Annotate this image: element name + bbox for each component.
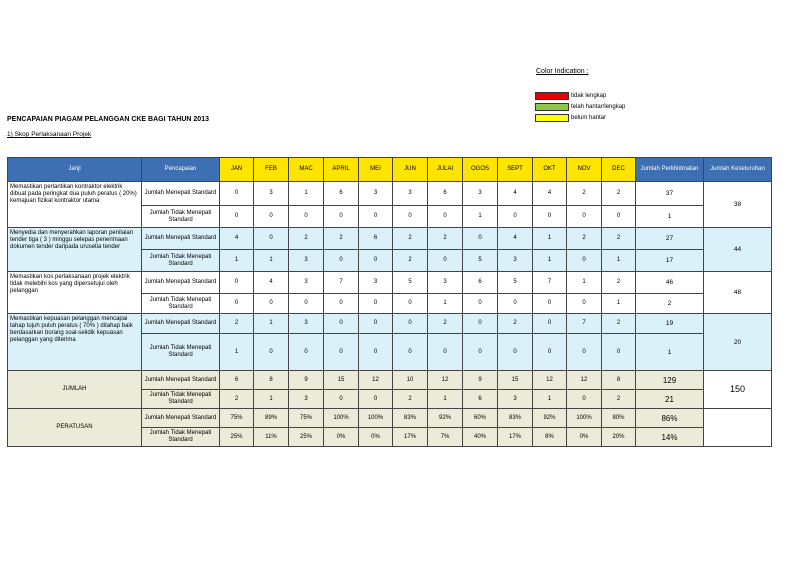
month-value: 2 — [393, 228, 428, 250]
month-value: 15 — [324, 371, 359, 390]
month-value: 5 — [463, 250, 498, 272]
month-value: 0 — [289, 206, 324, 228]
month-value: 1 — [254, 314, 289, 334]
month-value: 2 — [428, 228, 463, 250]
month-value: 0 — [393, 314, 428, 334]
month-value: 6 — [428, 182, 463, 206]
page-title: PENCAPAIAN PIAGAM PELANGGAN CKE BAGI TAHUN 2013 — [7, 116, 209, 123]
header-jumlah-perkhidmatan: Jumlah Perkhidmatan — [636, 158, 704, 182]
month-value: 3 — [498, 390, 533, 409]
month-value: 0 — [324, 314, 359, 334]
month-value: 12 — [533, 371, 567, 390]
header-month: SEPT — [498, 158, 533, 182]
month-value: 25% — [289, 428, 324, 447]
month-value: 0 — [289, 334, 324, 371]
month-value: 2 — [289, 228, 324, 250]
month-value: 100% — [567, 409, 602, 428]
month-value: 60% — [463, 409, 498, 428]
month-value: 0% — [359, 428, 393, 447]
month-value: 1 — [567, 272, 602, 294]
month-value: 75% — [289, 409, 324, 428]
month-value: 9 — [463, 371, 498, 390]
month-value: 100% — [324, 409, 359, 428]
month-value: 2 — [498, 314, 533, 334]
jumlah-keseluruhan-value: 48 — [704, 272, 772, 314]
header-month: JULAI — [428, 158, 463, 182]
header-row — [8, 158, 772, 182]
pencapaian-label: Jumlah Tidak Menepati Standard — [142, 250, 220, 272]
jumlah-keseluruhan-empty — [704, 409, 772, 447]
jumlah-perkhidmatan-value: 37 — [636, 182, 704, 206]
month-value: 0 — [498, 294, 533, 314]
month-value: 0 — [393, 206, 428, 228]
month-value: 0 — [324, 250, 359, 272]
month-value: 2 — [602, 314, 636, 334]
jumlah-perkhidmatan-value: 19 — [636, 314, 704, 334]
header-month: NOV — [567, 158, 602, 182]
month-value: 0 — [428, 206, 463, 228]
month-value: 1 — [533, 228, 567, 250]
month-value: 0 — [359, 390, 393, 409]
month-value: 4 — [498, 228, 533, 250]
month-value: 2 — [324, 228, 359, 250]
month-value: 0 — [254, 294, 289, 314]
month-value: 2 — [602, 182, 636, 206]
month-value: 6 — [324, 182, 359, 206]
table-row — [8, 182, 772, 206]
month-value: 0 — [533, 314, 567, 334]
jumlah-perkhidmatan-value: 17 — [636, 250, 704, 272]
month-value: 10 — [393, 371, 428, 390]
month-value: 8% — [533, 428, 567, 447]
month-value: 2 — [602, 228, 636, 250]
jumlah-keseluruhan-value: 44 — [704, 228, 772, 272]
month-value: 4 — [498, 182, 533, 206]
legend-item-tidak-lengkap — [535, 91, 606, 100]
month-value: 0 — [393, 294, 428, 314]
month-value: 15 — [498, 371, 533, 390]
month-value: 4 — [533, 182, 567, 206]
legend-swatch — [535, 92, 569, 100]
legend-title: Color Indication : — [536, 68, 589, 75]
month-value: 3 — [498, 250, 533, 272]
month-value: 3 — [359, 182, 393, 206]
jumlah-keseluruhan-value: 38 — [704, 182, 772, 228]
month-value: 12 — [428, 371, 463, 390]
month-value: 3 — [359, 272, 393, 294]
legend-label: telah hantar/lengkap — [571, 103, 626, 110]
month-value: 75% — [220, 409, 254, 428]
table-row — [8, 314, 772, 334]
month-value: 0 — [428, 250, 463, 272]
month-value: 25% — [220, 428, 254, 447]
month-value: 0 — [324, 206, 359, 228]
pencapaian-label: Jumlah Menepati Standard — [142, 409, 220, 428]
month-value: 0 — [602, 334, 636, 371]
month-value: 1 — [254, 250, 289, 272]
janji-cell: Menyedia dan menyerahkan laporan penilaian tender tiga ( 3 ) minggu selepas penerimaan dokumen tender daripada urusetia tender — [8, 228, 142, 272]
pencapaian-label: Jumlah Tidak Menepati Standard — [142, 390, 220, 409]
jumlah-perkhidmatan-value: 27 — [636, 228, 704, 250]
jumlah-perkhidmatan-value: 1 — [636, 206, 704, 228]
header-pencapaian: Pencapaian — [142, 158, 220, 182]
achievement-table — [7, 157, 772, 447]
month-value: 89% — [254, 409, 289, 428]
month-value: 0 — [533, 294, 567, 314]
month-value: 0 — [463, 314, 498, 334]
header-month: JAN — [220, 158, 254, 182]
month-value: 0 — [428, 334, 463, 371]
month-value: 1 — [533, 250, 567, 272]
header-month: OGOS — [463, 158, 498, 182]
pencapaian-label: Jumlah Menepati Standard — [142, 314, 220, 334]
month-value: 0 — [289, 294, 324, 314]
month-value: 3 — [289, 390, 324, 409]
month-value: 12 — [359, 371, 393, 390]
jumlah-perkhidmatan-value: 46 — [636, 272, 704, 294]
peratusan-row — [8, 409, 772, 428]
month-value: 7 — [567, 314, 602, 334]
month-value: 5 — [498, 272, 533, 294]
month-value: 80% — [602, 409, 636, 428]
month-value: 0 — [359, 294, 393, 314]
month-value: 6 — [359, 228, 393, 250]
jumlah-keseluruhan-value: 20 — [704, 314, 772, 371]
month-value: 0% — [567, 428, 602, 447]
header-month: MEI — [359, 158, 393, 182]
month-value: 0 — [254, 334, 289, 371]
month-value: 3 — [289, 314, 324, 334]
month-value: 0 — [393, 334, 428, 371]
header-jumlah-keseluruhan: Jumlah Keseluruhan — [704, 158, 772, 182]
jumlah-perkhidmatan-value: 2 — [636, 294, 704, 314]
month-value: 0 — [324, 390, 359, 409]
month-value: 0 — [220, 272, 254, 294]
month-value: 92% — [428, 409, 463, 428]
month-value: 1 — [533, 390, 567, 409]
month-value: 3 — [254, 182, 289, 206]
month-value: 4 — [254, 272, 289, 294]
month-value: 0 — [324, 334, 359, 371]
pencapaian-label: Jumlah Tidak Menepati Standard — [142, 206, 220, 228]
month-value: 0% — [324, 428, 359, 447]
jumlah-perkhidmatan-value: 129 — [636, 371, 704, 390]
month-value: 1 — [602, 250, 636, 272]
month-value: 83% — [393, 409, 428, 428]
legend-item-lengkap — [535, 102, 625, 111]
legend-swatch — [535, 103, 569, 111]
month-value: 17% — [498, 428, 533, 447]
month-value: 3 — [289, 250, 324, 272]
header-janji: Janji — [8, 158, 142, 182]
month-value: 2 — [567, 228, 602, 250]
month-value: 1 — [220, 334, 254, 371]
month-value: 0 — [359, 250, 393, 272]
jumlah-perkhidmatan-value: 21 — [636, 390, 704, 409]
header-month: FEB — [254, 158, 289, 182]
month-value: 0 — [220, 206, 254, 228]
month-value: 92% — [533, 409, 567, 428]
jumlah-row — [8, 371, 772, 390]
pencapaian-label: Jumlah Menepati Standard — [142, 182, 220, 206]
month-value: 1 — [602, 294, 636, 314]
legend-label: belum hantar — [571, 114, 607, 121]
month-value: 0 — [602, 206, 636, 228]
month-value: 0 — [533, 206, 567, 228]
pencapaian-label: Jumlah Menepati Standard — [142, 228, 220, 250]
month-value: 8 — [602, 371, 636, 390]
month-value: 2 — [602, 272, 636, 294]
month-value: 0 — [463, 294, 498, 314]
month-value: 6 — [463, 390, 498, 409]
month-value: 0 — [567, 390, 602, 409]
month-value: 1 — [220, 250, 254, 272]
pencapaian-label: Jumlah Menepati Standard — [142, 371, 220, 390]
month-value: 40% — [463, 428, 498, 447]
legend-swatch — [535, 114, 569, 122]
month-value: 2 — [220, 314, 254, 334]
month-value: 6 — [220, 371, 254, 390]
month-value: 7 — [324, 272, 359, 294]
month-value: 1 — [289, 182, 324, 206]
header-month: JUN — [393, 158, 428, 182]
month-value: 11% — [254, 428, 289, 447]
legend-label: tidak lengkap — [571, 92, 607, 99]
month-value: 100% — [359, 409, 393, 428]
month-value: 0 — [498, 206, 533, 228]
month-value: 1 — [254, 390, 289, 409]
pencapaian-label: Jumlah Tidak Menepati Standard — [142, 428, 220, 447]
month-value: 0 — [254, 206, 289, 228]
peratusan-label: PERATUSAN — [8, 409, 142, 447]
month-value: 0 — [220, 294, 254, 314]
header-month: APRIL — [324, 158, 359, 182]
pencapaian-label: Jumlah Tidak Menepati Standard — [142, 294, 220, 314]
header-month: MAC — [289, 158, 324, 182]
month-value: 2 — [428, 314, 463, 334]
jumlah-perkhidmatan-value: 86% — [636, 409, 704, 428]
jumlah-perkhidmatan-value: 1 — [636, 334, 704, 371]
month-value: 12 — [567, 371, 602, 390]
month-value: 2 — [393, 390, 428, 409]
month-value: 3 — [289, 272, 324, 294]
table-row — [8, 272, 772, 294]
pencapaian-label: Jumlah Tidak Menepati Standard — [142, 334, 220, 371]
month-value: 0 — [567, 294, 602, 314]
month-value: 4 — [220, 228, 254, 250]
month-value: 6 — [463, 272, 498, 294]
month-value: 0 — [463, 334, 498, 371]
month-value: 0 — [533, 334, 567, 371]
month-value: 0 — [463, 228, 498, 250]
month-value: 3 — [463, 182, 498, 206]
table-row — [8, 228, 772, 250]
month-value: 1 — [428, 294, 463, 314]
month-value: 83% — [498, 409, 533, 428]
month-value: 0 — [567, 334, 602, 371]
janji-cell: Memastikan perlantikan kontraktor elektrik dibuat pada peringkat dua puluh peratus ( 20%) kemajuan fizikal kontraktor utama — [8, 182, 142, 228]
legend-item-belum-hantar — [535, 113, 606, 122]
jumlah-keseluruhan-value: 150 — [704, 371, 772, 409]
month-value: 0 — [567, 206, 602, 228]
month-value: 20% — [602, 428, 636, 447]
month-value: 7 — [533, 272, 567, 294]
month-value: 2 — [393, 250, 428, 272]
month-value: 2 — [567, 182, 602, 206]
month-value: 9 — [289, 371, 324, 390]
month-value: 0 — [567, 250, 602, 272]
month-value: 2 — [602, 390, 636, 409]
month-value: 0 — [498, 334, 533, 371]
jumlah-label: JUMLAH — [8, 371, 142, 409]
month-value: 0 — [359, 206, 393, 228]
month-value: 8 — [254, 371, 289, 390]
janji-cell: Memastikan kos perlaksanaan projek elektrik tidak melebihi kos yang dipersetujui oleh pelanggan — [8, 272, 142, 314]
month-value: 0 — [359, 314, 393, 334]
month-value: 0 — [359, 334, 393, 371]
month-value: 1 — [428, 390, 463, 409]
month-value: 17% — [393, 428, 428, 447]
header-month: OKT — [533, 158, 567, 182]
jumlah-perkhidmatan-value: 14% — [636, 428, 704, 447]
month-value: 3 — [428, 272, 463, 294]
pencapaian-label: Jumlah Menepati Standard — [142, 272, 220, 294]
month-value: 3 — [393, 182, 428, 206]
month-value: 2 — [220, 390, 254, 409]
month-value: 5 — [393, 272, 428, 294]
janji-cell: Memastikan kepuasan pelanggan mencapai tahap tujuh puluh peratus ( 70% ) ditahap baik berdasarkan borang soal-selidik kepuasan pelanggan yang diterima — [8, 314, 142, 371]
month-value: 0 — [254, 228, 289, 250]
month-value: 0 — [324, 294, 359, 314]
section-title: 1) Skop Perlaksanaan Projek — [7, 131, 92, 138]
month-value: 1 — [463, 206, 498, 228]
header-month: DEC — [602, 158, 636, 182]
month-value: 0 — [220, 182, 254, 206]
month-value: 7% — [428, 428, 463, 447]
